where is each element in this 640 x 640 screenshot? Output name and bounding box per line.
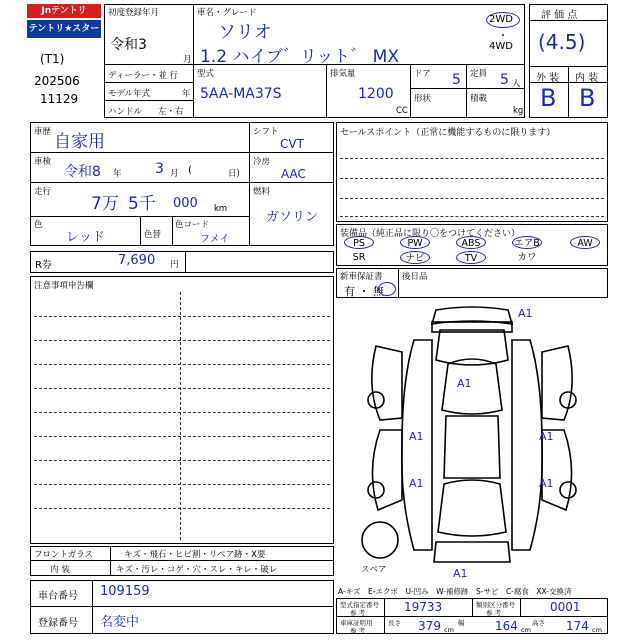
chassis-label: 車台番号 <box>38 591 78 602</box>
spare-tire <box>362 522 398 558</box>
color-code: フメイ <box>200 234 230 245</box>
kg-label: kg <box>513 106 524 116</box>
spare-label: スペア <box>361 565 387 575</box>
recycle-box <box>30 251 334 273</box>
equipment-item: PS <box>344 236 374 249</box>
score-value: (4.5) <box>538 30 586 54</box>
km-label: km <box>214 204 228 214</box>
fuel-label: 燃料 <box>253 187 271 197</box>
code: (T1) <box>40 52 65 66</box>
color-change-label: 色替 <box>144 230 162 240</box>
exterior-label: 外 装 <box>536 73 560 84</box>
number1: 202506 <box>34 74 80 88</box>
width: 164 <box>495 619 518 633</box>
mileage-man: 7万 <box>91 194 119 214</box>
mileage-sen: 5千 <box>128 194 156 214</box>
shift: CVT <box>280 137 304 151</box>
day-unit: 日) <box>228 169 240 179</box>
drive-2wd: 2WD <box>489 14 513 25</box>
color: レッド <box>66 230 105 245</box>
ref-label-1: 参 考 <box>350 609 366 617</box>
door-label: ドア <box>414 69 431 79</box>
class-no: 0001 <box>550 600 581 614</box>
chassis-value: 109159 <box>100 584 150 599</box>
recycle-label: R券 <box>35 260 52 271</box>
drive-4wd: 4WD <box>489 41 513 52</box>
recycle: 7,690 <box>118 253 156 268</box>
equipment-label: 装備品（純正品に限り〇をつけてください） <box>340 229 521 239</box>
height-unit: cm <box>592 626 602 634</box>
mark-right-front: A1 <box>539 430 554 443</box>
dealer-label: ディーラー・並 行 <box>108 71 179 81</box>
front-glass-label: フロントガラス <box>34 550 93 560</box>
shaken-label: 車検 <box>34 157 52 167</box>
mark-right-rear: A1 <box>539 477 554 490</box>
ac: AAC <box>281 167 306 181</box>
car-windshield <box>442 359 502 414</box>
car-left-front-door <box>372 346 402 420</box>
car-right-side <box>512 340 542 550</box>
equipment-item: ナビ <box>400 251 430 264</box>
year-unit: 年 <box>113 169 122 179</box>
ref-label-2: 参 考 <box>486 609 502 617</box>
year-label: 年 <box>182 89 191 99</box>
month-unit: 月 <box>170 169 179 179</box>
length: 379 <box>418 619 441 633</box>
mileage-label: 走行 <box>34 187 52 197</box>
mark-top: A1 <box>518 307 533 320</box>
katashiki: 5AA-MA37S <box>200 86 282 102</box>
ref-label-3: 参 考 <box>350 627 366 635</box>
warranty-circle <box>378 282 396 296</box>
logo-line1: Jnテントリ <box>27 4 101 18</box>
capacity: 5 <box>500 72 509 88</box>
drive-dot: ・ <box>498 31 508 42</box>
mark-rear: A1 <box>453 567 468 580</box>
exterior-grade: B <box>540 84 557 112</box>
interior-cond-label: 内 装 <box>50 565 70 575</box>
mark-left-front: A1 <box>409 430 424 443</box>
warranty-date-label: 後日品 <box>402 272 428 282</box>
shift-label: シフト <box>253 127 279 137</box>
capacity-label: 定員 <box>470 69 488 79</box>
equipment-item: TV <box>456 251 486 264</box>
first-reg-label: 初度登録年月 <box>108 8 160 18</box>
mark-left-rear: A1 <box>409 477 424 490</box>
equipment-item: エアB <box>512 236 542 249</box>
shaken-era: 令和8 <box>64 164 101 180</box>
load-label: 積載 <box>470 94 488 104</box>
equipment-item: ABS <box>456 236 486 249</box>
car-right-front-door <box>542 346 572 420</box>
color-label: 色 <box>34 220 43 230</box>
mileage-rest: 000 <box>173 196 198 211</box>
car-name-label: 車名・グレード <box>197 8 257 18</box>
katashiki-label: 型式 <box>197 69 215 79</box>
width-unit: cm <box>521 626 531 634</box>
shape-label: 形状 <box>414 94 432 104</box>
model-no: 19733 <box>404 600 443 614</box>
mark-hood: A1 <box>457 377 472 390</box>
verify-label: 車庫証明用 <box>340 619 373 627</box>
capacity-unit: 人 <box>512 79 521 89</box>
width-label: 幅 <box>458 619 465 627</box>
shaken-month: 3 <box>155 161 164 177</box>
length-unit: cm <box>444 626 454 634</box>
car-rear-bumper <box>434 542 510 562</box>
length-label: 長さ <box>388 619 401 627</box>
cc-label: CC <box>396 106 408 116</box>
warranty-value: 有 ・ 無 <box>344 285 384 298</box>
displacement: 1200 <box>358 86 394 102</box>
equipment-item: PW <box>400 236 430 249</box>
warranty-label: 新車保証書 <box>340 272 383 282</box>
height: 174 <box>566 619 589 633</box>
fuel: ガソリン <box>266 210 319 225</box>
month-label: 月 <box>183 55 192 65</box>
model-year-label: モデル年式 <box>108 89 151 99</box>
front-glass-text: キズ・飛石・ヒビ割・リペア跡・X要 <box>124 550 266 560</box>
paren-open: ( <box>188 165 192 176</box>
notes-label: 注意事項申告欄 <box>34 281 94 291</box>
class-no-label: 類別区分番号 <box>476 601 515 609</box>
score-label: 評 価 点 <box>541 10 578 21</box>
damage-legend: A-キズ E-エクボ U-凹み W-補修跡 S-サビ C-腐食 XX-交換済 <box>338 587 572 596</box>
first-reg-era: 令和3 <box>110 37 147 53</box>
registration-label: 登録番号 <box>38 618 78 629</box>
interior-grade: B <box>579 84 596 112</box>
height-label: 高さ <box>532 619 545 627</box>
usage: 自家用 <box>54 132 105 152</box>
logo <box>27 4 101 42</box>
equipment-item: SR <box>352 252 366 263</box>
registration-value: 名変中 <box>100 615 140 630</box>
displacement-label: 排気量 <box>330 69 356 79</box>
number2: 11129 <box>40 92 79 106</box>
usage-label: 車歴 <box>34 127 52 137</box>
yen: 円 <box>170 260 179 270</box>
car-rear-window <box>438 480 506 536</box>
model-no-label: 型式指定番号 <box>340 601 379 609</box>
handle-value: 左・右 <box>158 107 184 117</box>
car-roof <box>444 416 500 478</box>
equipment-item: AW <box>570 236 600 249</box>
interior-label: 内 装 <box>575 73 599 84</box>
car-left-side <box>402 340 432 550</box>
sales-point-label: セールスポイント（正常に機能するものに限ります） <box>340 128 556 138</box>
grade: 1.2 ハイブ゛リット゛ MX <box>200 47 399 67</box>
interior-cond-text: キズ・汚レ・コゲ・穴・スレ・キレ・破レ <box>116 565 278 575</box>
car-diagram <box>336 300 608 580</box>
car-name: ソリオ <box>218 22 272 43</box>
ac-label: 冷房 <box>253 157 271 167</box>
door: 5 <box>452 72 461 88</box>
handle-label: ハンドル <box>108 107 143 117</box>
logo-line2: テントリ★スター <box>27 20 101 38</box>
equipment-item: カワ <box>517 252 537 263</box>
color-code-label: 色コード <box>175 220 210 230</box>
